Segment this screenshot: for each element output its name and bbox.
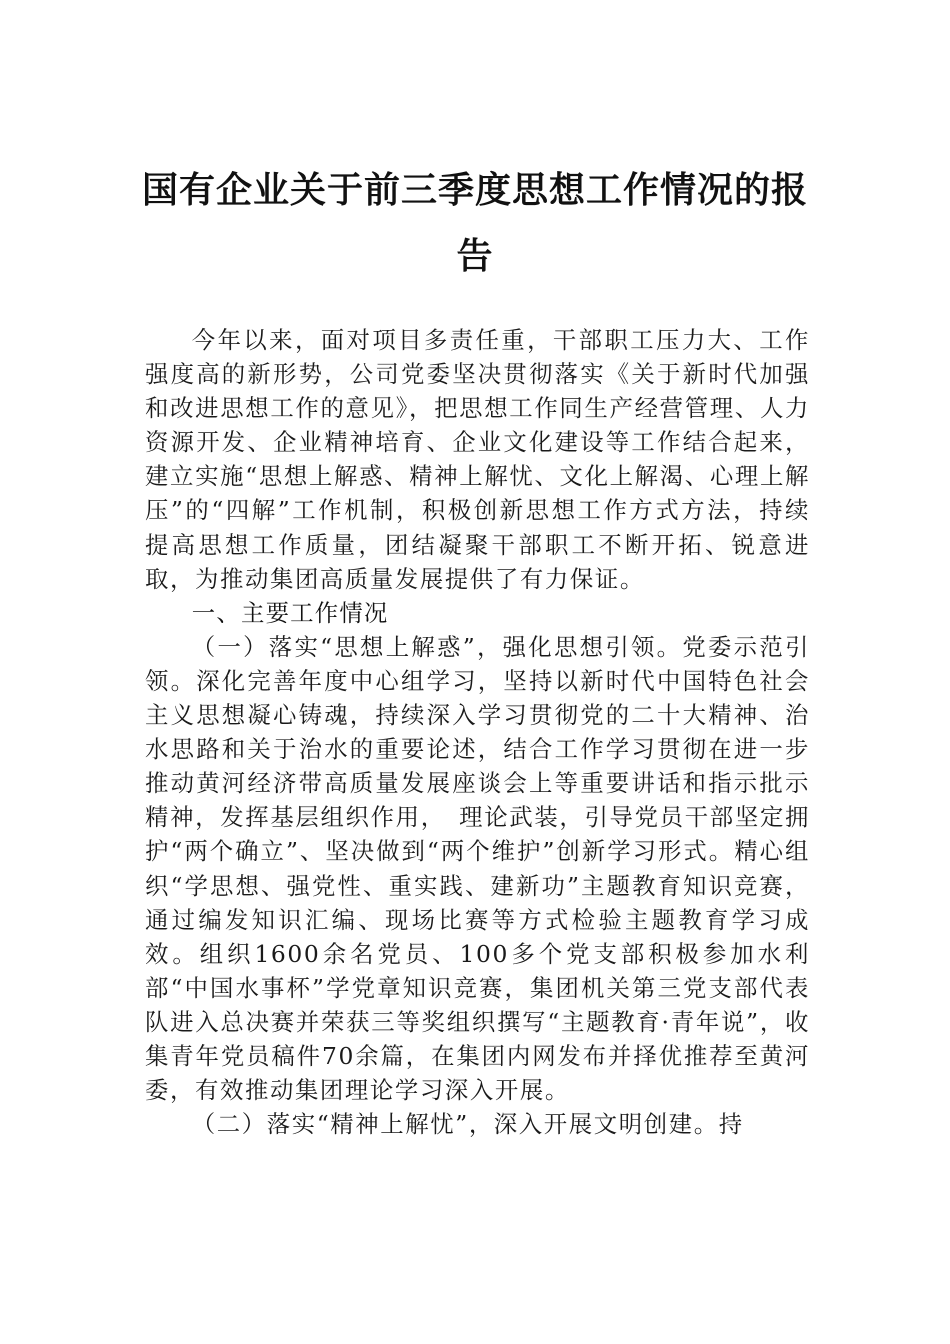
document-body (145, 323, 810, 1141)
document-title: 国有企业关于前三季度思想工作情况的报告 (141, 170, 808, 277)
section-1-item-2-paragraph: （二）落实“精神上解忧”，深入开展文明创建。持 (191, 1110, 744, 1139)
intro-paragraph: 今年以来，面对项目多责任重，干部职工压力大、工作强度高的新形势，公司党委坚决贯彻落实《关于新时代加强和改进思想工作的意见》，把思想工作同生产经营管理、人力资源开发、企业精神培育、企业文化建设等工作结合起来，建立实施“思想上解惑、精神上解忧、文化上解渴、心理上解压”的“四解”工作机制，积极创新思想工作方式方法，持续提高思想工作质量，团结凝聚干部职工不断开拓、锐意进取，为推动集团高质量发展提供了有力保证。 (145, 326, 810, 593)
section-heading: 一、主要工作情况 (191, 598, 389, 627)
section-1-item-1-paragraph: （一）落实“思想上解惑”，强化思想引领。党委示范引领。深化完善年度中心组学习，坚持以新时代中国特色社会主义思想凝心铸魂，持续深入学习贯彻党的二十大精神、治水思路和关于治水的重要论述，结合工作学习贯彻在进一步推动黄河经济带高质量发展座谈会上等重要讲话和指示批示精神，发挥基层组织作用， 理论武装，引导党员干部坚定拥护“两个确立”、坚决做到“两个维护”创新学习形式。精心组织“学思想、强党性、重实践、建新功”主题教育知识竞赛，通过编发知识汇编、现场比赛等方式检验主题教育学习成效。组织1600余名党员、100多个党支部积极参加水利部“中国水事杯”学党章知识竞赛，集团机关第三党支部代表队进入总决赛并荣获三等奖组织撰写“主题教育·青年说”，收集青年党员稿件70余篇，在集团内网发布并择优推荐至黄河委，有效推动集团理论学习深入开展。 (145, 632, 810, 1105)
